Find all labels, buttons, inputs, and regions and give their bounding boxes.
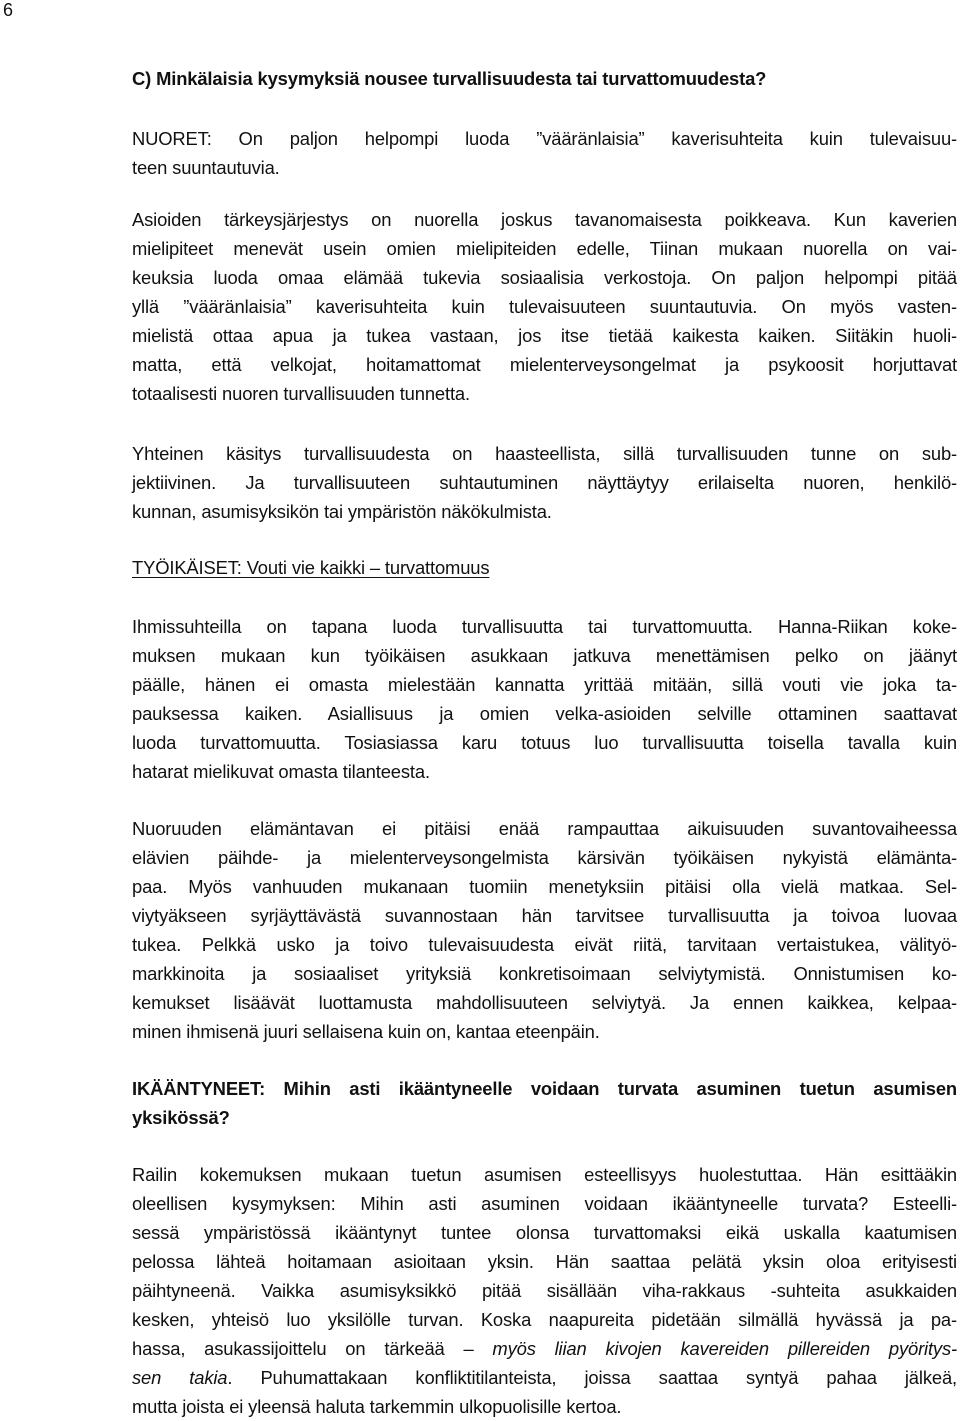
- paragraph-line: mielistä ottaa apua ja tukea vastaan, jos itse tietää kaikesta kaiken. Siitäkin huoli-: [132, 325, 957, 346]
- paragraph-line: viytyäkseen syrjäyttävästä suvannostaan hän tarvitsee turvallisuutta ja toivoa luovaa: [132, 905, 957, 926]
- paragraph-line: oleellisen kysymyksen: Mihin asti asuminen voidaan ikääntyneelle turvata? Esteelli-: [132, 1193, 957, 1214]
- tyoikaiset-heading-block: [132, 553, 957, 582]
- paragraph-line: mutta joista ei yleensä haluta tarkemmin ulkopuolisille kertoa.: [132, 1396, 622, 1417]
- tyoikaiset-heading: TYÖIKÄISET: Vouti vie kaikki – turvattomuus: [132, 557, 490, 578]
- nuoret-paragraph-2: [132, 439, 957, 526]
- page-number: 6: [3, 0, 14, 20]
- ikaantyneet-heading-line: yksikössä?: [132, 1107, 230, 1128]
- italic-quote: myös liian kivojen kavereiden pillereiden pyöritys-: [492, 1338, 957, 1359]
- paragraph-line: paa. Myös vanhuuden mukanaan tuomiin menetyksiin pitäisi olla vielä matkaa. Sel-: [132, 876, 957, 897]
- tyoikaiset-paragraph-1: [132, 612, 957, 786]
- paragraph-line: jektiivinen. Ja turvallisuuteen suhtautuminen näyttäytyy erilaiselta nuoren, henkilö-: [132, 472, 957, 493]
- paragraph-line: totaalisesti nuoren turvallisuuden tunnetta.: [132, 383, 470, 404]
- paragraph-line: hatarat mielikuvat omasta tilanteesta.: [132, 761, 430, 782]
- paragraph-line: tukea. Pelkkä usko ja toivo tulevaisuudesta eivät riitä, tarvitaan vertaistukea, välityö-: [132, 934, 957, 955]
- nuoret-heading-block: [132, 124, 957, 182]
- paragraph-line: luoda turvattomuutta. Tosiasiassa karu totuus luo turvallisuutta toisella tavalla kuin: [132, 732, 957, 753]
- paragraph-line: matta, että velkojat, hoitamattomat mielenterveysongelmat ja psykoosit horjuttavat: [132, 354, 957, 375]
- question-heading-block: [132, 64, 957, 93]
- paragraph-line: yllä ”vääränlaisia” kaverisuhteita kuin tulevaisuuteen suuntautuvia. On myös vasten-: [132, 296, 957, 317]
- paragraph-text: hassa, asukassijoittelu on tärkeää –: [132, 1338, 493, 1359]
- paragraph-line: päälle, hänen ei omasta mielestään kannatta yrittää mitään, sillä vouti vie joka ta-: [132, 674, 957, 695]
- paragraph-line: kemukset lisäävät luottamusta mahdollisuuteen selviytyä. Ja ennen kaikkea, kelpaa-: [132, 992, 957, 1013]
- paragraph-line: päihtyneenä. Vaikka asumisyksikkö pitää sisällään viha-rakkaus -suhteita asukkaiden: [132, 1280, 957, 1301]
- paragraph-line: mielipiteet menevät usein omien mielipiteiden edelle, Tiinan mukaan nuorella on vai-: [132, 238, 957, 259]
- paragraph-line: kesken, yhteisö luo yksilölle turvan. Koska naapureita pidetään silmällä hyvässä ja pa-: [132, 1309, 957, 1330]
- paragraph-line: [132, 1334, 957, 1363]
- paragraph-line: Nuoruuden elämäntavan ei pitäisi enää rampauttaa aikuisuuden suvantovaiheessa: [132, 818, 957, 839]
- ikaantyneet-paragraph-1: [132, 1160, 957, 1421]
- paragraph-line: keuksia luoda omaa elämää tukevia sosiaalisia verkostoja. On paljon helpompi pitää: [132, 267, 957, 288]
- italic-quote: sen takia: [132, 1367, 228, 1388]
- nuoret-heading-line: teen suuntautuvia.: [132, 157, 280, 178]
- paragraph-line: sessä ympäristössä ikääntynyt tuntee olonsa turvattomaksi eikä uskalla kaatumisen: [132, 1222, 957, 1243]
- nuoret-heading-line: NUORET: On paljon helpompi luoda ”vääränlaisia” kaverisuhteita kuin tulevaisuu-: [132, 128, 957, 149]
- paragraph-line: muksen mukaan kun työikäisen asukkaan jatkuva menettämisen pelko on jäänyt: [132, 645, 957, 666]
- paragraph-line: [132, 1363, 957, 1392]
- question-heading: C) Minkälaisia kysymyksiä nousee turvallisuudesta tai turvattomuudesta?: [132, 68, 767, 89]
- paragraph-line: Railin kokemuksen mukaan tuetun asumisen esteellisyys huolestuttaa. Hän esittääkin: [132, 1164, 957, 1185]
- paragraph-line: markkinoita ja sosiaaliset yrityksiä konkretisoimaan selviytymistä. Onnistumisen ko-: [132, 963, 957, 984]
- tyoikaiset-paragraph-2: [132, 814, 957, 1046]
- paragraph-line: pelossa lähteä hoitamaan asioitaan yksin. Hän saattaa pelätä yksin oloa erityisesti: [132, 1251, 957, 1272]
- paragraph-line: kunnan, asumisyksikön tai ympäristön näkökulmista.: [132, 501, 552, 522]
- paragraph-line: Asioiden tärkeysjärjestys on nuorella joskus tavanomaisesta poikkeava. Kun kaverien: [132, 209, 957, 230]
- paragraph-line: Yhteinen käsitys turvallisuudesta on haasteellista, sillä turvallisuuden tunne on sub-: [132, 443, 957, 464]
- paragraph-line: minen ihmisenä juuri sellaisena kuin on, kantaa eteenpäin.: [132, 1021, 600, 1042]
- nuoret-paragraph-1: [132, 205, 957, 408]
- ikaantyneet-heading-line: IKÄÄNTYNEET: Mihin asti ikääntyneelle voidaan turvata asuminen tuetun asumisen: [132, 1078, 957, 1099]
- ikaantyneet-heading-block: [132, 1074, 957, 1132]
- paragraph-line: elävien päihde- ja mielenterveysongelmista kärsivän työikäisen nykyistä elämänta-: [132, 847, 957, 868]
- paragraph-line: pauksessa kaiken. Asiallisuus ja omien velka-asioiden selville ottaminen saattavat: [132, 703, 957, 724]
- paragraph-text: . Puhumattakaan konfliktitilanteista, joissa saattaa syntyä pahaa jälkeä,: [227, 1367, 957, 1388]
- paragraph-line: Ihmissuhteilla on tapana luoda turvallisuutta tai turvattomuutta. Hanna-Riikan koke-: [132, 616, 957, 637]
